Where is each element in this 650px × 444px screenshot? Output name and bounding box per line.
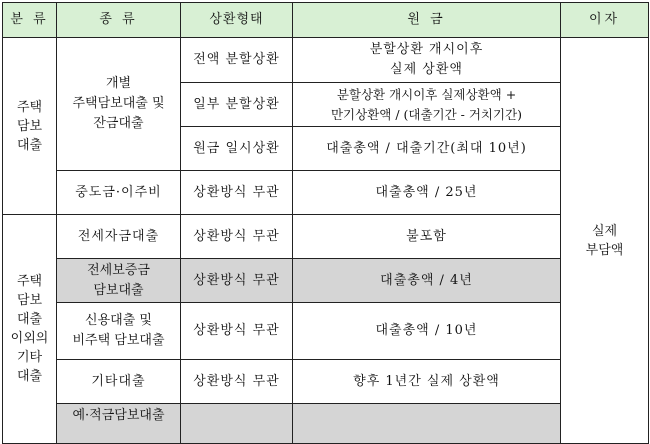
type-jeonse-fund: 전세자금대출 <box>57 215 181 259</box>
principal-jeonse-deposit: 대출총액 / 4년 <box>293 259 561 303</box>
principal-jeonse-fund: 불포함 <box>293 215 561 259</box>
header-category: 분 류 <box>3 3 57 38</box>
header-interest: 이자 <box>561 3 649 38</box>
table-row <box>3 215 649 259</box>
repayment-credit-loan: 상환방식 무관 <box>181 303 293 360</box>
principal-deposit-secured <box>293 404 561 444</box>
principal-credit-loan: 대출총액 / 10년 <box>293 303 561 360</box>
category-mortgage: 주택 담보 대출 <box>3 38 57 215</box>
category-other-loans: 주택 담보 대출 이외의 기타 대출 <box>3 215 57 444</box>
principal-interim: 대출총액 / 25년 <box>293 171 561 215</box>
repayment-jeonse-fund: 상환방식 무관 <box>181 215 293 259</box>
principal-other-loan: 향후 1년간 실제 상환액 <box>293 360 561 404</box>
principal-partial-installment: 분할상환 개시이후 실제상환액 + 만기상환액 / (대출기간 - 거치기간) <box>293 83 561 127</box>
table-row <box>3 38 649 83</box>
repayment-full-installment: 전액 분할상환 <box>181 38 293 83</box>
principal-bullet: 대출총액 / 대출기간(최대 10년) <box>293 127 561 171</box>
table-row <box>3 259 649 303</box>
type-deposit-secured: 예·적금담보대출 <box>57 404 181 444</box>
table-row <box>3 303 649 360</box>
principal-full-installment: 분할상환 개시이후 실제 상환액 <box>293 38 561 83</box>
repayment-deposit-secured <box>181 404 293 444</box>
header-type: 종 류 <box>57 3 181 38</box>
table-row <box>3 404 649 444</box>
interest-actual-burden: 실제 부담액 <box>561 38 649 444</box>
repayment-interim: 상환방식 무관 <box>181 171 293 215</box>
header-row <box>3 3 649 38</box>
type-credit-loan: 신용대출 및 비주택 담보대출 <box>57 303 181 360</box>
repayment-jeonse-deposit: 상환방식 무관 <box>181 259 293 303</box>
type-jeonse-deposit: 전세보증금 담보대출 <box>57 259 181 303</box>
header-principal: 원 금 <box>293 3 561 38</box>
type-individual-mortgage: 개별 주택담보대출 및 잔금대출 <box>57 38 181 171</box>
header-repayment: 상환형태 <box>181 3 293 38</box>
table-row <box>3 360 649 404</box>
repayment-other-loan: 상환방식 무관 <box>181 360 293 404</box>
type-other-loan: 기타대출 <box>57 360 181 404</box>
repayment-bullet: 원금 일시상환 <box>181 127 293 171</box>
repayment-partial-installment: 일부 분할상환 <box>181 83 293 127</box>
type-interim-payment: 중도금·이주비 <box>57 171 181 215</box>
repayment-table <box>2 2 649 444</box>
table-row <box>3 171 649 215</box>
